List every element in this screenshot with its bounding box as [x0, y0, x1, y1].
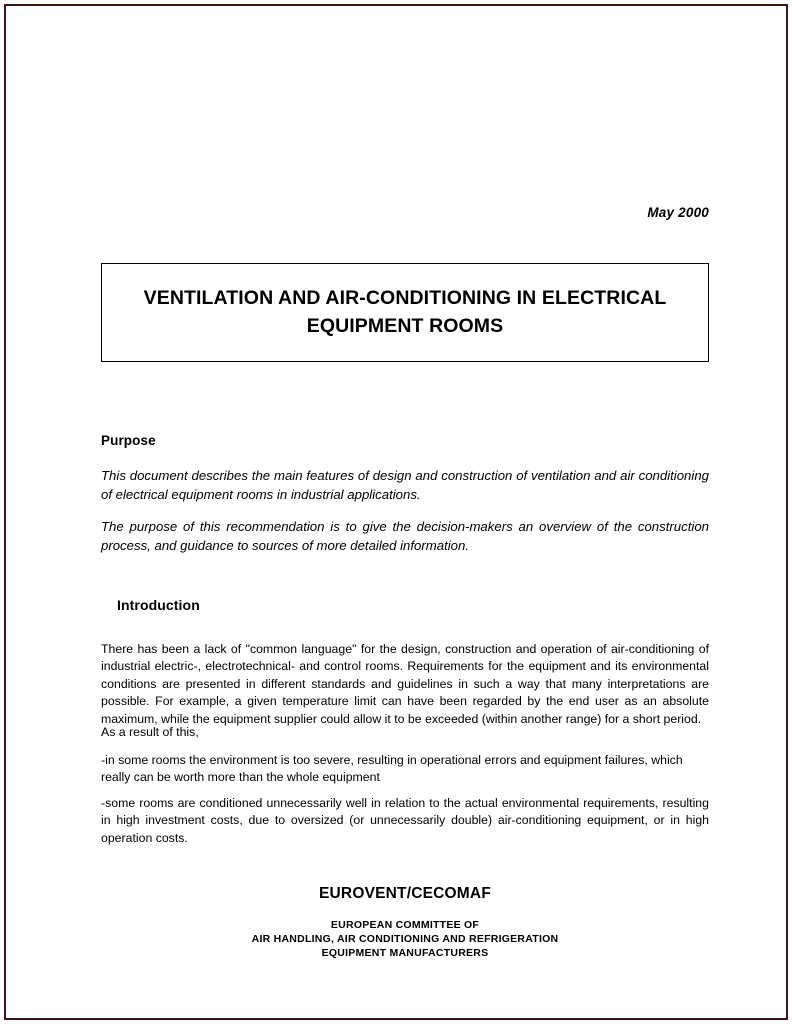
introduction-paragraph-1: There has been a lack of "common language" for the design, construction and operation of air-conditioning of industrial electric-, electrotechnical- and control rooms. Requirements for the equipment and its environmental conditions are presented in different standards and guidelines in such a way that many interpretations are possible. For example, a given temperature limit can have been regarded by the end user as an absolute maximum, while the equipment supplier could allow it to be exceeded (within another range) for a short period.: [101, 642, 709, 726]
title-box: [101, 263, 709, 362]
purpose-paragraph-1: This document describes the main features of design and construction of ventilation and air conditioning of electrical equipment rooms in industrial applications.: [101, 468, 709, 503]
introduction-lead-in: As a result of this,: [101, 725, 199, 739]
document-footer: [101, 885, 709, 961]
introduction-bullet-2: -some rooms are conditioned unnecessarily well in relation to the actual environmental requirements, resulting in high investment costs, due to oversized (or unnecessarily double) air-conditioning equipment, or in high operation costs.: [101, 796, 709, 845]
footer-subtitle-line-1: EUROPEAN COMMITTEE OF: [330, 919, 480, 931]
section-heading-purpose: Purpose: [101, 433, 156, 448]
page-border-frame: [4, 4, 788, 1020]
footer-subtitle: [101, 919, 709, 961]
page-title: VENTILATION AND AIR-CONDITIONING IN ELECTRICAL EQUIPMENT ROOMS: [143, 286, 667, 337]
footer-subtitle-line-3: EQUIPMENT MANUFACTURERS: [321, 946, 489, 959]
purpose-paragraph-2: The purpose of this recommendation is to give the decision-makers an overview of the construction process, and guidance to sources of more detailed information.: [101, 519, 709, 554]
document-date: May 2000: [647, 205, 709, 220]
footer-subtitle-line-2: AIR HANDLING, AIR CONDITIONING AND REFRIGERATION: [251, 932, 559, 945]
introduction-bullet-1: -in some rooms the environment is too severe, resulting in operational errors and equipment failures, which really can be worth more than the whole equipment: [101, 753, 683, 785]
footer-organisation: EUROVENT/CECOMAF: [319, 885, 491, 902]
section-heading-introduction: Introduction: [117, 597, 200, 613]
